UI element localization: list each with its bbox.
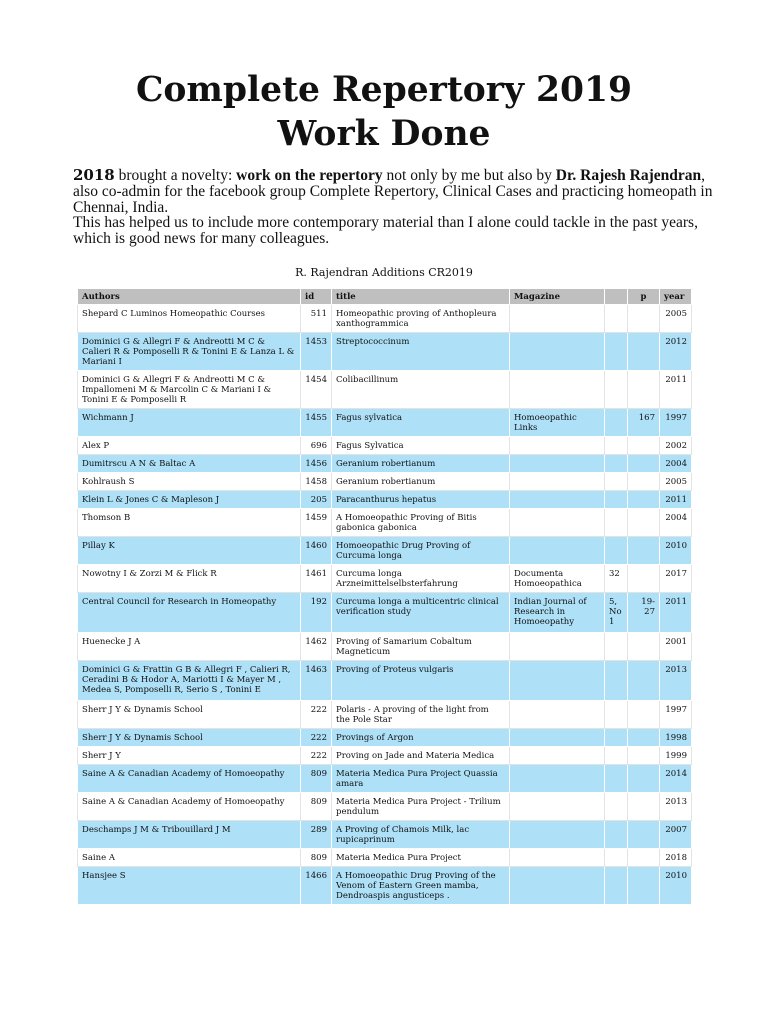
cell-p <box>628 371 660 409</box>
cell-title: Proving on Jade and Materia Medica <box>332 747 510 765</box>
cell-id: 1456 <box>301 455 332 473</box>
cell-magazine <box>510 537 605 565</box>
cell-id: 1453 <box>301 333 332 371</box>
cell-magazine <box>510 821 605 849</box>
cell-magazine <box>510 333 605 371</box>
cell-p <box>628 473 660 491</box>
cell-magazine <box>510 747 605 765</box>
cell-authors: Wichmann J <box>78 409 301 437</box>
table-row <box>78 437 692 455</box>
cell-id: 809 <box>301 765 332 793</box>
cell-magazine <box>510 633 605 661</box>
cell-title: Geranium robertianum <box>332 455 510 473</box>
intro-year: 2018 <box>73 166 115 184</box>
cell-vol <box>605 633 628 661</box>
cell-magazine <box>510 867 605 905</box>
cell-year: 2011 <box>660 593 692 633</box>
cell-title: A Proving of Chamois Milk, lac rupicaprinum <box>332 821 510 849</box>
cell-magazine: Homoeopathic Links <box>510 409 605 437</box>
table-row <box>78 537 692 565</box>
cell-vol <box>605 765 628 793</box>
table-row <box>78 661 692 701</box>
cell-year: 2010 <box>660 867 692 905</box>
cell-year: 2013 <box>660 793 692 821</box>
cell-magazine <box>510 437 605 455</box>
cell-title: Paracanthurus hepatus <box>332 491 510 509</box>
table-row <box>78 473 692 491</box>
cell-magazine <box>510 765 605 793</box>
cell-vol <box>605 371 628 409</box>
cell-id: 696 <box>301 437 332 455</box>
cell-vol <box>605 455 628 473</box>
cell-authors: Dominici G & Allegri F & Andreotti M C & Calieri R & Pomposelli R & Tonini E & Lanza L & Mariani I <box>78 333 301 371</box>
cell-id: 1463 <box>301 661 332 701</box>
cell-authors: Sherr J Y & Dynamis School <box>78 701 301 729</box>
table-row <box>78 821 692 849</box>
cell-title: Fagus sylvatica <box>332 409 510 437</box>
header-year: year <box>660 289 692 305</box>
cell-id: 1455 <box>301 409 332 437</box>
cell-vol <box>605 437 628 455</box>
cell-id: 511 <box>301 305 332 333</box>
cell-vol <box>605 849 628 867</box>
cell-year: 2007 <box>660 821 692 849</box>
cell-title: Materia Medica Pura Project - Trilium pendulum <box>332 793 510 821</box>
cell-title: Curcuma longa a multicentric clinical verification study <box>332 593 510 633</box>
cell-p <box>628 633 660 661</box>
table-row <box>78 849 692 867</box>
cell-authors: Sherr J Y <box>78 747 301 765</box>
header-magazine: Magazine <box>510 289 605 305</box>
table-row <box>78 455 692 473</box>
cell-vol: 32 <box>605 565 628 593</box>
cell-authors: Nowotny I & Zorzi M & Flick R <box>78 565 301 593</box>
cell-title: Polaris - A proving of the light from the Pole Star <box>332 701 510 729</box>
header-title: title <box>332 289 510 305</box>
cell-authors: Pillay K <box>78 537 301 565</box>
intro-bold-2: Dr. Rajesh Rajendran <box>555 167 702 184</box>
cell-vol <box>605 793 628 821</box>
cell-vol <box>605 867 628 905</box>
cell-authors: Shepard C Luminos Homeopathic Courses <box>78 305 301 333</box>
cell-p <box>628 333 660 371</box>
cell-id: 1459 <box>301 509 332 537</box>
cell-p <box>628 455 660 473</box>
cell-id: 192 <box>301 593 332 633</box>
cell-id: 222 <box>301 701 332 729</box>
table-row <box>78 729 692 747</box>
table-row <box>78 565 692 593</box>
cell-magazine <box>510 661 605 701</box>
cell-p <box>628 701 660 729</box>
cell-year: 2018 <box>660 849 692 867</box>
cell-magazine <box>510 305 605 333</box>
cell-authors: Dumitrscu A N & Baltac A <box>78 455 301 473</box>
cell-id: 222 <box>301 729 332 747</box>
table-row <box>78 509 692 537</box>
cell-authors: Alex P <box>78 437 301 455</box>
table-row <box>78 333 692 371</box>
cell-year: 2010 <box>660 537 692 565</box>
cell-vol: 5, No 1 <box>605 593 628 633</box>
cell-year: 1999 <box>660 747 692 765</box>
cell-vol <box>605 537 628 565</box>
cell-authors: Dominici G & Allegri F & Andreotti M C & Impallomeni M & Marcolin C & Mariani I & Tonini E & Pomposelli R <box>78 371 301 409</box>
cell-year: 1997 <box>660 409 692 437</box>
cell-authors: Deschamps J M & Tribouillard J M <box>78 821 301 849</box>
cell-vol <box>605 473 628 491</box>
cell-authors: Dominici G & Frattin G B & Allegri F , Calieri R, Ceradini B & Hodor A, Mariotti I & Mayer M , Medea S, Pomposelli R, Serio S , Tonini E <box>78 661 301 701</box>
cell-id: 1454 <box>301 371 332 409</box>
cell-p <box>628 437 660 455</box>
header-id: id <box>301 289 332 305</box>
cell-title: Streptococcinum <box>332 333 510 371</box>
cell-p <box>628 305 660 333</box>
cell-p <box>628 821 660 849</box>
intro-paragraph-1 <box>73 168 713 215</box>
intro-text-3: , also co-admin for the facebook group Complete Repertory, Clinical Cases and practicing homeopath in Chennai, India. <box>73 167 713 216</box>
additions-table <box>77 288 692 905</box>
cell-title: Homoeopathic Drug Proving of Curcuma longa <box>332 537 510 565</box>
cell-vol <box>605 305 628 333</box>
cell-year: 2002 <box>660 437 692 455</box>
cell-magazine <box>510 473 605 491</box>
cell-p <box>628 565 660 593</box>
cell-vol <box>605 821 628 849</box>
cell-magazine: Indian Journal of Research in Homoeopathy <box>510 593 605 633</box>
cell-year: 1997 <box>660 701 692 729</box>
cell-authors: Saine A & Canadian Academy of Homoeopathy <box>78 793 301 821</box>
cell-p <box>628 491 660 509</box>
cell-title: Fagus Sylvatica <box>332 437 510 455</box>
cell-vol <box>605 729 628 747</box>
cell-title: Curcuma longa Arzneimittelselbsterfahrung <box>332 565 510 593</box>
cell-title: Proving of Proteus vulgaris <box>332 661 510 701</box>
cell-title: Geranium robertianum <box>332 473 510 491</box>
intro-text-2: not only by me but also by <box>382 167 556 184</box>
intro-text-1: brought a novelty: <box>114 167 237 184</box>
cell-id: 1461 <box>301 565 332 593</box>
cell-vol <box>605 333 628 371</box>
cell-p <box>628 793 660 821</box>
cell-magazine <box>510 701 605 729</box>
cell-title: Colibacillinum <box>332 371 510 409</box>
cell-authors: Saine A <box>78 849 301 867</box>
title-line-2: Work Done <box>277 114 491 154</box>
cell-title: A Homoeopathic Drug Proving of the Venom of Eastern Green mamba, Dendroaspis angusticeps . <box>332 867 510 905</box>
table-header-row <box>78 289 692 305</box>
cell-p <box>628 661 660 701</box>
intro-paragraph-2: This has helped us to include more contemporary material than I alone could tackle in the past years, which is good news for many colleagues. <box>73 214 698 248</box>
table-row <box>78 491 692 509</box>
cell-id: 1462 <box>301 633 332 661</box>
table-row <box>78 633 692 661</box>
cell-magazine <box>510 371 605 409</box>
table-row <box>78 765 692 793</box>
cell-p <box>628 747 660 765</box>
cell-vol <box>605 701 628 729</box>
cell-p: 19-27 <box>628 593 660 633</box>
cell-magazine <box>510 729 605 747</box>
cell-id: 1466 <box>301 867 332 905</box>
cell-id: 809 <box>301 793 332 821</box>
table-row <box>78 793 692 821</box>
table-row <box>78 593 692 633</box>
cell-year: 2013 <box>660 661 692 701</box>
cell-year: 2014 <box>660 765 692 793</box>
cell-id: 809 <box>301 849 332 867</box>
cell-p <box>628 509 660 537</box>
table-row <box>78 371 692 409</box>
header-vol <box>605 289 628 305</box>
cell-vol <box>605 491 628 509</box>
header-authors: Authors <box>78 289 301 305</box>
cell-title: Materia Medica Pura Project <box>332 849 510 867</box>
cell-p <box>628 537 660 565</box>
intro-bold-1: work on the repertory <box>236 167 383 184</box>
table-row <box>78 701 692 729</box>
cell-p: 167 <box>628 409 660 437</box>
cell-title: Proving of Samarium Cobaltum Magneticum <box>332 633 510 661</box>
cell-year: 2005 <box>660 473 692 491</box>
cell-year: 1998 <box>660 729 692 747</box>
table-body <box>78 305 692 905</box>
cell-year: 2011 <box>660 491 692 509</box>
cell-authors: Huenecke J A <box>78 633 301 661</box>
cell-title: A Homoeopathic Proving of Bitis gabonica gabonica <box>332 509 510 537</box>
cell-year: 2005 <box>660 305 692 333</box>
cell-magazine <box>510 849 605 867</box>
intro-text <box>73 168 713 247</box>
cell-magazine: Documenta Homoeopathica <box>510 565 605 593</box>
cell-id: 205 <box>301 491 332 509</box>
cell-authors: Thomson B <box>78 509 301 537</box>
cell-id: 1458 <box>301 473 332 491</box>
title-line-1: Complete Repertory 2019 <box>135 70 633 110</box>
cell-p <box>628 729 660 747</box>
cell-magazine <box>510 455 605 473</box>
cell-p <box>628 867 660 905</box>
table-row <box>78 867 692 905</box>
cell-year: 2011 <box>660 371 692 409</box>
cell-vol <box>605 747 628 765</box>
cell-magazine <box>510 793 605 821</box>
cell-id: 222 <box>301 747 332 765</box>
cell-year: 2012 <box>660 333 692 371</box>
cell-vol <box>605 409 628 437</box>
cell-vol <box>605 661 628 701</box>
table-caption: R. Rajendran Additions CR2019 <box>295 266 473 279</box>
additions-table-container <box>77 288 691 905</box>
cell-id: 289 <box>301 821 332 849</box>
cell-p <box>628 849 660 867</box>
table-row <box>78 305 692 333</box>
cell-year: 2004 <box>660 455 692 473</box>
table-row <box>78 747 692 765</box>
cell-magazine <box>510 491 605 509</box>
cell-title: Materia Medica Pura Project Quassia amara <box>332 765 510 793</box>
cell-year: 2004 <box>660 509 692 537</box>
cell-title: Homeopathic proving of Anthopleura xanthogrammica <box>332 305 510 333</box>
cell-id: 1460 <box>301 537 332 565</box>
cell-authors: Klein L & Jones C & Mapleson J <box>78 491 301 509</box>
cell-authors: Kohlraush S <box>78 473 301 491</box>
cell-authors: Hansjee S <box>78 867 301 905</box>
cell-title: Provings of Argon <box>332 729 510 747</box>
cell-p <box>628 765 660 793</box>
header-p: p <box>628 289 660 305</box>
cell-authors: Sherr J Y & Dynamis School <box>78 729 301 747</box>
page-title <box>0 68 768 156</box>
cell-vol <box>605 509 628 537</box>
cell-authors: Central Council for Research in Homeopathy <box>78 593 301 633</box>
table-row <box>78 409 692 437</box>
cell-year: 2001 <box>660 633 692 661</box>
cell-authors: Saine A & Canadian Academy of Homoeopathy <box>78 765 301 793</box>
cell-year: 2017 <box>660 565 692 593</box>
cell-magazine <box>510 509 605 537</box>
